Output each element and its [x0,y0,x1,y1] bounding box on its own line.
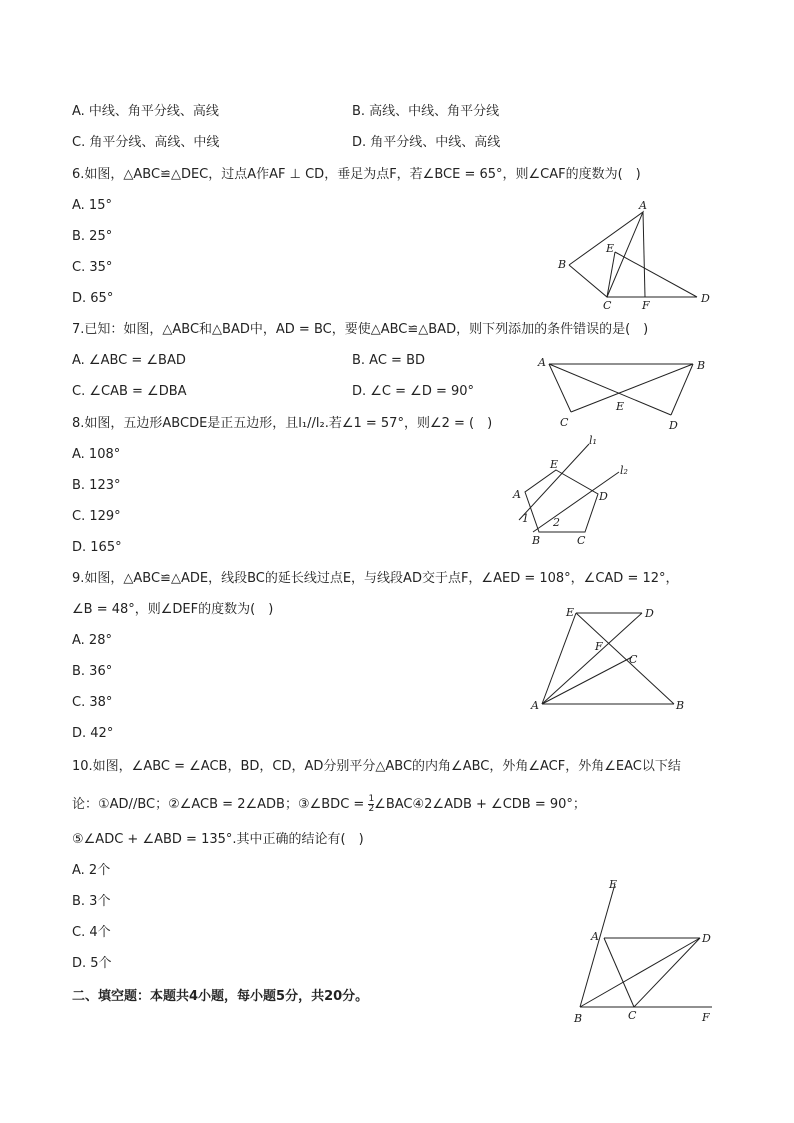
q8-option-b: B. 123° [72,478,121,493]
q9-label-b: B [676,699,685,712]
q10-stem-line3: ⑤∠ADC + ∠ABD = 135°.其中正确的结论有( ) [72,832,364,847]
q10-label-a: A [591,930,599,943]
q6-label-c: C [603,299,612,312]
q10-stem-line2 [72,795,586,814]
q9-stem-line1: 9.如图，△ABC≌△ADE，线段BC的延长线过点E，与线段AD交于点F，∠AED = 108°，∠CAD = 12°， [72,571,679,586]
q7-line-ac [549,364,571,412]
q9-option-d: D. 42° [72,726,114,741]
q10-label-e: E [609,878,618,891]
q10-line-bd [580,938,700,1007]
q6-figure [555,200,715,315]
q5-option-d: D. 角平分线、中线、高线 [352,135,501,150]
q8-stem: 8.如图，五边形ABCDE是正五边形，且l₁//l₂.若∠1 = 57°，则∠2 = ( ) [72,416,493,431]
q7-label-c: C [560,416,569,429]
q7-stem: 7.已知：如图，△ABC和△BAD中，AD = BC，要使△ABC≌△BAD，则下列添加的条件错误的是( ) [72,322,649,337]
q10-figure [570,872,720,1027]
q8-label-l2: l₂ [620,464,628,477]
q5-option-c: C. 角平分线、高线、中线 [72,135,220,150]
q10-label-f: F [702,1011,710,1024]
q10-stem-part-a: 论：①AD//BC；②∠ACB = 2∠ADB；③∠BDC = [72,797,369,812]
q9-line-ac [542,657,632,704]
q7-line-ad [549,364,671,415]
q8-option-a: A. 108° [72,447,121,462]
q9-option-b: B. 36° [72,664,113,679]
q7-figure [535,352,715,437]
q9-figure [528,600,693,715]
q9-line-ea [542,613,576,704]
q8-label-d: D [599,490,608,503]
q8-line-l1 [519,444,589,520]
q8-label-a: A [513,488,521,501]
q7-line-bc [571,364,693,412]
q6-line-ed [615,252,697,297]
q7-option-c: C. ∠CAB = ∠DBA [72,384,187,399]
q6-label-a: A [639,199,647,212]
q10-option-d: D. 5个 [72,956,112,971]
q10-option-b: B. 3个 [72,894,111,909]
q6-label-e: E [606,242,615,255]
q10-line-cd [634,938,700,1007]
q9-stem-line2: ∠B = 48°，则∠DEF的度数为( ) [72,602,274,617]
q10-fraction-denominator: 2 [368,804,375,814]
q10-label-c: C [628,1009,637,1022]
q9-label-a: A [531,699,539,712]
q8-label-angle1: 1 [522,512,529,525]
q10-label-b: B [574,1012,583,1025]
q10-fraction-numerator: 1 [368,794,375,804]
q7-label-b: B [697,359,706,372]
q8-option-c: C. 129° [72,509,121,524]
q7-option-a: A. ∠ABC = ∠BAD [72,353,186,368]
q7-label-a: A [538,356,546,369]
q7-label-d: D [669,419,678,432]
q8-option-d: D. 165° [72,540,122,555]
q10-option-a: A. 2个 [72,863,111,878]
q7-label-e: E [616,400,625,413]
q6-label-f: F [642,299,650,312]
q9-label-d: D [645,607,654,620]
q6-line-af [643,212,645,297]
q6-option-d: D. 65° [72,291,114,306]
q6-label-d: D [701,292,710,305]
q9-option-a: A. 28° [72,633,112,648]
q10-label-d: D [702,932,711,945]
q5-option-b: B. 高线、中线、角平分线 [352,104,500,119]
q6-line-ce [607,252,615,297]
q9-option-c: C. 38° [72,695,113,710]
q9-line-ad [542,613,642,704]
q8-label-c: C [577,534,586,547]
q8-label-e: E [550,458,559,471]
q9-label-e: E [566,606,575,619]
q6-option-a: A. 15° [72,198,112,213]
q6-label-b: B [558,258,567,271]
q10-stem-part-b: ∠BAC④2∠ADB + ∠CDB = 90°； [374,797,586,812]
q10-line-be [580,884,615,1007]
q8-label-l1: l₁ [589,434,597,447]
q10-stem-line1: 10.如图，∠ABC = ∠ACB，BD，CD，AD分别平分△ABC的内角∠ABC，外角∠ACF，外角∠EAC以下结 [72,759,681,774]
q9-label-c: C [629,653,638,666]
q6-option-b: B. 25° [72,229,113,244]
q8-figure [505,432,645,552]
q8-label-angle2: 2 [553,516,560,529]
q5-option-a: A. 中线、角平分线、高线 [72,104,219,119]
q9-label-f: F [595,640,603,653]
q9-line-eb [576,613,674,704]
q6-option-c: C. 35° [72,260,113,275]
q7-option-d: D. ∠C = ∠D = 90° [352,384,475,399]
q7-option-b: B. AC = BD [352,353,426,368]
q8-label-b: B [532,534,541,547]
section-heading: 二、填空题：本题共4小题，每小题5分，共20分。 [72,989,369,1004]
q10-option-c: C. 4个 [72,925,111,940]
q6-stem: 6.如图，△ABC≌△DEC，过点A作AF ⊥ CD，垂足为点F，若∠BCE = 65°，则∠CAF的度数为( ) [72,167,641,182]
q10-line-ac [604,938,634,1007]
